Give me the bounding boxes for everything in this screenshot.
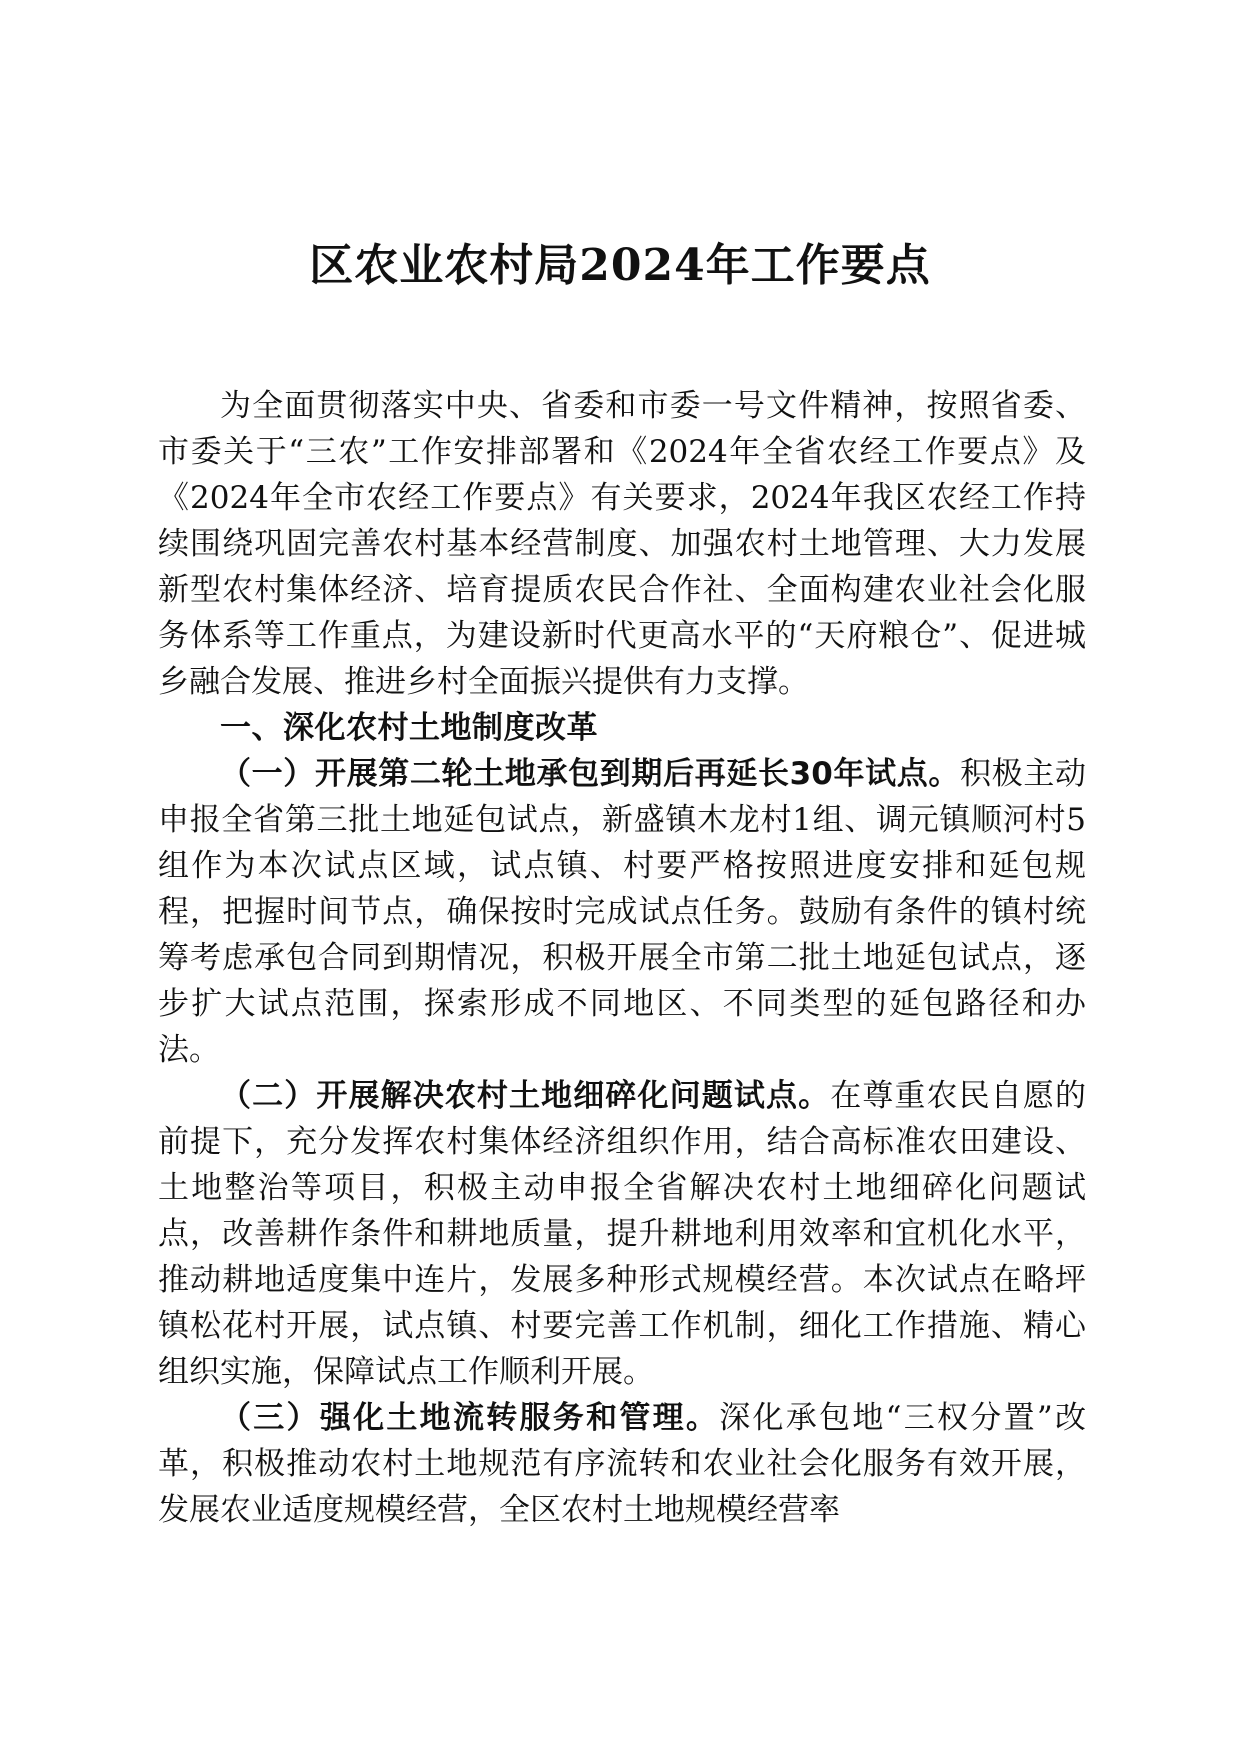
document-title: 区农业农村局2024年工作要点	[309, 240, 931, 291]
item-lead: （三）强化土地流转服务和管理。	[220, 1400, 720, 1436]
item-paragraph-1	[158, 751, 1086, 1073]
item-paragraph-2	[158, 1073, 1086, 1395]
section-heading: 一、深化农村土地制度改革	[220, 710, 598, 746]
intro-paragraph: 为全面贯彻落实中央、省委和市委一号文件精神，按照省委、市委关于“三农”工作安排部署和《2024年全省农经工作要点》及《2024年全市农经工作要点》有关要求，2024年我区农经工作持续围绕巩固完善农村基本经营制度、加强农村土地管理、大力发展新型农村集体经济、培育提质农民合作社、全面构建农业社会化服务体系等工作重点，为建设新时代更高水平的“天府粮仓”、促进城乡融合发展、推进乡村全面振兴提供有力支撑。	[158, 388, 1086, 700]
item-paragraph-3	[158, 1395, 1086, 1533]
item-text: 在尊重农民自愿的前提下，充分发挥农村集体经济组织作用，结合高标准农田建设、土地整治等项目，积极主动申报全省解决农村土地细碎化问题试点，改善耕作条件和耕地质量，提升耕地利用效率和宜机化水平，推动耕地适度集中连片，发展多种形式规模经营。本次试点在略坪镇松花村开展，试点镇、村要完善工作机制，细化工作措施、精心组织实施，保障试点工作顺利开展。	[158, 1078, 1087, 1390]
item-lead: （一）开展第二轮土地承包到期后再延长30年试点。	[220, 756, 961, 792]
document-body	[158, 383, 1086, 1533]
item-lead: （二）开展解决农村土地细碎化问题试点。	[220, 1078, 831, 1114]
item-text: 积极主动申报全省第三批土地延包试点，新盛镇木龙村1组、调元镇顺河村5组作为本次试点区域，试点镇、村要严格按照进度安排和延包规程，把握时间节点，确保按时完成试点任务。鼓励有条件的镇村统筹考虑承包合同到期情况，积极开展全市第二批土地延包试点，逐步扩大试点范围，探索形成不同地区、不同类型的延包路径和办法。	[158, 756, 1087, 1068]
item-text: 深化承包地“三权分置”改革，积极推动农村土地规范有序流转和农业社会化服务有效开展，发展农业适度规模经营，全区农村土地规模经营率	[158, 1400, 1087, 1528]
